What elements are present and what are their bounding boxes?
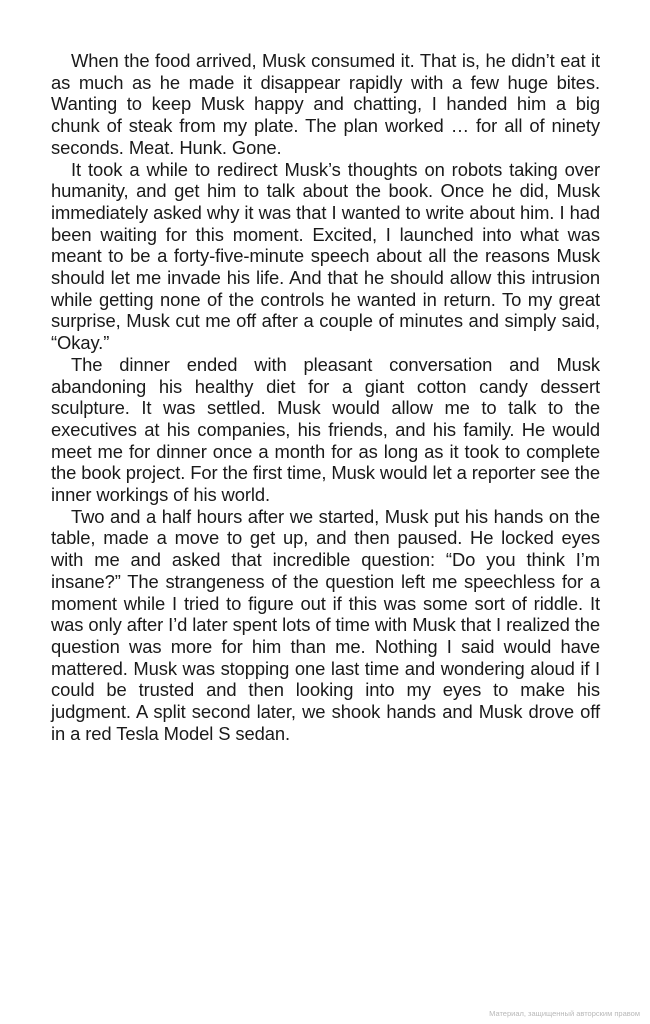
copyright-watermark: Материал, защищенный авторским правом [489,1009,640,1018]
paragraph: When the food arrived, Musk consumed it. That is, he didn’t eat it as much as he made it disappear rapidly with a few huge bites. Wanting to keep Musk happy and chatting, I handed him a big chunk of steak from my plate. The plan worked … for all of ninety seconds. Meat. Hunk. Gone. [51,50,600,158]
paragraph: The dinner ended with pleasant conversation and Musk abandoning his healthy diet for a giant cotton candy dessert sculpture. It was settled. Musk would allow me to talk to the executives at his companies, his friends, and his family. He would meet me for dinner once a month for as long as it took to complete the book project. For the first time, Musk would let a reporter see the inner workings of his world. [51,353,600,506]
paragraph: It took a while to redirect Musk’s thoughts on robots taking over humanity, and get him to talk about the book. Once he did, Musk immediately asked why it was that I wanted to write about him. I had been waiting for this moment. Excited, I launched into what was meant to be a forty-five-minute speech about all the reasons Musk should let me invade his life. And that he should allow this intrusion while getting none of the controls he wanted in return. To my great surprise, Musk cut me off after a couple of minutes and simply said, “Okay.” [51,158,600,354]
paragraph: Two and a half hours after we started, Musk put his hands on the table, made a move to get up, and then paused. He locked eyes with me and asked that incredible question: “Do you think I’m insane?” The strangeness of the question left me speechless for a moment while I tried to figure out if this was some sort of riddle. It was only after I’d later spent lots of time with Musk that I realized the question was more for him than me. Nothing I said would have mattered. Musk was stopping one last time and wondering aloud if I could be trusted and then looking into my eyes to make his judgment. A split second later, we shook hands and Musk drove off in a red Tesla Model S sedan. [51,505,600,744]
page-body [51,50,600,745]
